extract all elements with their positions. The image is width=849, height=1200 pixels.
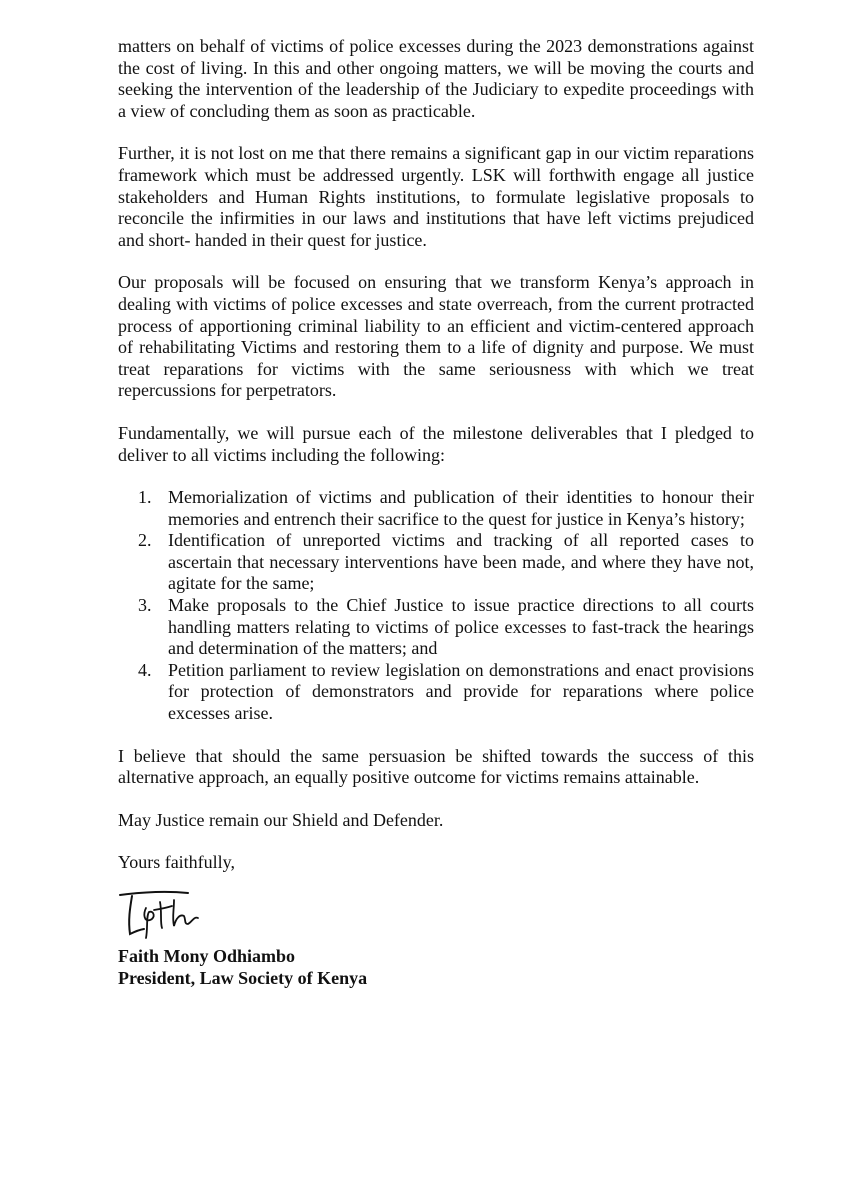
signature-block	[118, 852, 754, 989]
list-item-number: 3.	[138, 595, 152, 616]
paragraph-motto: May Justice remain our Shield and Defender.	[118, 809, 444, 830]
list-item	[138, 659, 754, 725]
signatory-title: President, Law Society of Kenya	[118, 967, 368, 988]
list-item-text: Memorialization of victims and publication of their identities to honour their memories and entrench their sacrifice to the quest for justice in Kenya’s history;	[168, 487, 754, 529]
list-item-text: Make proposals to the Chief Justice to issue practice directions to all courts handling matters relating to victims of police excesses to fast-track the hearings and determination of the matters; and	[168, 595, 754, 659]
list-item-number: 2.	[138, 530, 152, 551]
list-item-number: 4.	[138, 659, 152, 680]
list-item-number: 1.	[138, 487, 152, 508]
paragraph-deliverables-intro: Fundamentally, we will pursue each of the milestone deliverables that I pledged to deliver to all victims including the following:	[118, 422, 754, 465]
list-item-text: Petition parliament to review legislation on demonstrations and enact provisions for protection of demonstrators and provide for reparations where police excesses arise.	[168, 659, 754, 724]
list-item	[138, 487, 754, 530]
list-item-text: Identification of unreported victims and tracking of all reported cases to ascertain that necessary interventions have been made, and where they have not, agitate for the same;	[168, 530, 754, 594]
sign-off: Yours faithfully,	[118, 852, 236, 873]
paragraph-closing-belief: I believe that should the same persuasion be shifted towards the success of this alternative approach, an equally positive outcome for victims remains attainable.	[118, 745, 754, 788]
paragraph-proposals: Our proposals will be focused on ensuring that we transform Kenya’s approach in dealing with victims of police excesses and state overreach, from the current protracted process of apportioning criminal liability to an efficient and victim-centered approach of rehabilitating Victims and restoring them to a life of dignity and purpose. We must treat reparations for victims with the same seriousness with which we treat repercussions for perpetrators.	[118, 272, 754, 401]
list-item	[138, 595, 754, 660]
list-item	[138, 530, 754, 595]
paragraph-continuation: matters on behalf of victims of police excesses during the 2023 demonstrations against the cost of living. In this and other ongoing matters, we will be moving the courts and seeking the intervention of the leadership of the Judiciary to expedite proceedings with a view of concluding them as soon as practicable.	[118, 36, 754, 121]
letter-body	[118, 36, 754, 989]
signatory-name: Faith Mony Odhiambo	[118, 946, 296, 966]
handwritten-signature	[118, 882, 228, 942]
paragraph-reparations-gap: Further, it is not lost on me that there remains a significant gap in our victim reparations framework which must be addressed urgently. LSK will forthwith engage all justice stakeholders and Human Rights institutions, to formulate legislative proposals to reconcile the infirmities in our laws and institutions that have left victims prejudiced and short- handed in their quest for justice.	[118, 143, 754, 250]
deliverables-list	[118, 487, 754, 725]
